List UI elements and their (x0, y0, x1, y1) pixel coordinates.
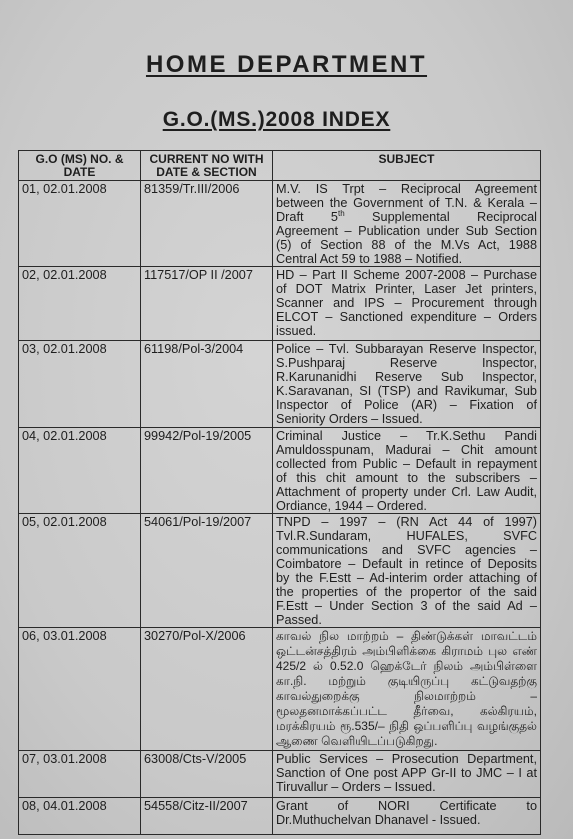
table-row (19, 341, 541, 428)
subject-line: Police – Tvl. Subbarayan Reserve Inspector, (276, 342, 537, 356)
subject-cell (273, 751, 541, 798)
subject-line: of DOT Matrix Printer, Laser Jet printers, (276, 282, 537, 296)
current-number-section: 54061/Pol-19/2007 (141, 514, 273, 628)
subject-line: Criminal Justice – Tr.K.Sethu Pandi (276, 429, 537, 443)
current-number-section: 61198/Pol-3/2004 (141, 341, 273, 428)
subject-line: between the Government of T.N. & Kerala – (276, 196, 537, 210)
subject-cell (273, 428, 541, 514)
subject-line: of this chit amount to the subscribers – (276, 471, 537, 485)
current-number-section: 54558/Citz-II/2007 (141, 798, 273, 835)
subject-text: Supplemental Reciprocal (344, 210, 537, 224)
subject-line: மரக்கிரயம் ரூ.535/– நிதி ஒப்பளிப்பு வழங்குதல் (276, 719, 537, 733)
subject-line: Tvl.R.Sundaram, HUFALES, SVFC (276, 529, 537, 543)
column-header-go-number-date: G.O (MS) NO. & DATE (19, 151, 141, 181)
subject-line: F.Estt – Under Section 3 of the said Ad – (276, 599, 537, 613)
table-row (19, 428, 541, 514)
subject-line: Dr.Muthuchelvan Dhanavel - Issued. (276, 813, 481, 827)
subject-line: S.Pushparaj Reserve Inspector, (276, 356, 537, 370)
subject-line: Tiruvallur – Orders – Issued. (276, 780, 436, 794)
subject-text: Draft 5 (276, 210, 338, 224)
subject-line: by the F.Estt – Ad-interim order attaching of (276, 571, 537, 585)
subject-line: the properties of the propertor of the said (276, 585, 537, 599)
table-row (19, 181, 541, 267)
subject-cell (273, 181, 541, 267)
subject-line: HD – Part II Scheme 2007-2008 – Purchase (276, 268, 537, 282)
subject-line: communications and SVFC agencies – (276, 543, 537, 557)
current-number-section: 99942/Pol-19/2005 (141, 428, 273, 514)
subject-line: Sanction of One post APP Gr-II to JMC – I at (276, 766, 537, 780)
subject-line: Inspector of Police (AR) – Fixation of (276, 398, 537, 412)
go-number-date: 03, 02.01.2008 (19, 341, 141, 428)
subject-line: TNPD – 1997 – (RN Act 44 of 1997) (276, 515, 537, 529)
subject-line: ELCOT – Sanctioned expenditure – Orders (276, 310, 537, 324)
column-header-current-number: CURRENT NO WITH DATE & SECTION (141, 151, 273, 181)
subject-line: Scanner and IPS – Procurement through (276, 296, 537, 310)
subject-line: Public Services – Prosecution Department, (276, 752, 537, 766)
subject-line: ஆணை வெளியிடப்படுகிறது. (276, 734, 438, 748)
current-number-section: 81359/Tr.III/2006 (141, 181, 273, 267)
subject-line: மூலதனமாக்கப்பட்ட தீர்வை, கல்கிரயம், (276, 704, 537, 718)
table-row (19, 267, 541, 341)
subject-line: காவல்துறைக்கு நிலமாற்றம் – (276, 689, 537, 703)
subject-line: Central Act 59 to 1988 – Notified. (276, 252, 463, 266)
subject-line: Grant of NORI Certificate to (276, 799, 537, 813)
table-header-row (19, 151, 541, 181)
subject-line: K.Saravanan, SI (TSP) and Ravikumar, Sub (276, 384, 537, 398)
column-header-subject: SUBJECT (273, 151, 541, 181)
subject-line: issued. (276, 324, 317, 338)
go-number-date: 08, 04.01.2008 (19, 798, 141, 835)
table-row (19, 751, 541, 798)
table-body (19, 181, 541, 835)
subject-line: R.Karunanidhi Reserve Sub Inspector, (276, 370, 537, 384)
subject-line: M.V. IS Trpt – Reciprocal Agreement (276, 182, 537, 196)
table-row (19, 798, 541, 835)
subject-line: (5) of Section 88 of the M.Vs Act, 1988 (276, 238, 537, 252)
current-number-section: 30270/Pol-X/2006 (141, 628, 273, 751)
go-number-date: 07, 03.01.2008 (19, 751, 141, 798)
go-number-date: 02, 02.01.2008 (19, 267, 141, 341)
subject-line: Attachment of property under Crl. Law Audit, (276, 485, 537, 499)
current-number-section: 117517/OP II /2007 (141, 267, 273, 341)
subject-line: collected from Public – Default in repayment (276, 457, 537, 471)
subject-line: Seniority Orders – Issued. (276, 412, 423, 426)
subject-cell (273, 628, 541, 751)
subject-superscript: th (337, 210, 345, 218)
table-row (19, 628, 541, 751)
subject-line: Agreement – Publication under Sub Section (276, 224, 537, 238)
go-number-date: 04, 02.01.2008 (19, 428, 141, 514)
subject-line: Passed. (276, 613, 322, 627)
go-number-date: 05, 02.01.2008 (19, 514, 141, 628)
go-number-date: 01, 02.01.2008 (19, 181, 141, 267)
go-number-date: 06, 03.01.2008 (19, 628, 141, 751)
subject-line: காவல் நில மாற்றம் – திண்டுக்கள் மாவட்டம் (276, 629, 537, 643)
subject-line: ஒட்டன்சத்திரம் அம்பிளிக்கை கிராமம் புல எண் (276, 644, 537, 658)
subject-line: Ordiance, 1944 – Ordered. (276, 499, 427, 513)
subject-line: Amuldosspunam, Madurai – Chit amount (276, 443, 537, 457)
subject-cell (273, 798, 541, 835)
subject-cell (273, 514, 541, 628)
subject-line: Coimbatore – Default in retince of Deposits (276, 557, 537, 571)
subject-cell (273, 267, 541, 341)
table-row (19, 514, 541, 628)
subject-line (276, 210, 537, 224)
go-index-table (18, 150, 541, 835)
subject-cell (273, 341, 541, 428)
index-subtitle: G.O.(MS.)2008 INDEX (162, 108, 391, 131)
page-title: HOME DEPARTMENT (145, 51, 428, 78)
current-number-section: 63008/Cts-V/2005 (141, 751, 273, 798)
subject-line: கா.நி. மற்றும் குடியிருப்பு கட்டுவதற்கு (276, 674, 537, 688)
subject-line: 425/2 ல் 0.52.0 ஹெக்டேர் நிலம் அம்பிள்ளை (276, 659, 537, 673)
